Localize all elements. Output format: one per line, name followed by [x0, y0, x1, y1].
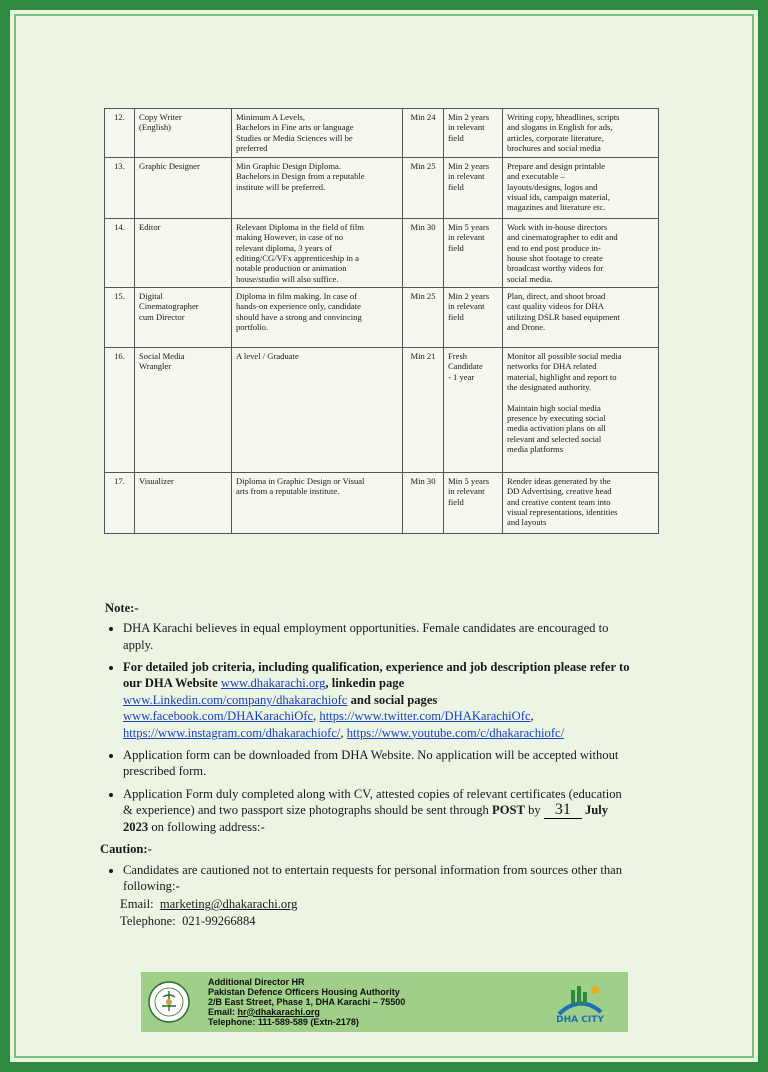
job-age: Min 25: [403, 158, 444, 219]
job-qualification: Diploma in Graphic Design or Visual arts from a reputable institute.: [232, 473, 403, 534]
job-number: 15.: [105, 288, 135, 348]
note-item-2-mid: , linkedin page: [325, 676, 405, 691]
footer-line-3: 2/B East Street, Phase 1, DHA Karachi – 75500: [208, 996, 406, 1007]
footer-line-5: Telephone: 111-589-589 (Extn-2178): [208, 1016, 359, 1027]
dha-city-logo: [551, 978, 609, 1026]
deadline-day: 31: [544, 802, 582, 819]
caution-list: [100, 862, 630, 895]
note-item-2-social: and social pages: [350, 692, 438, 707]
caution-email-line: [120, 896, 630, 912]
footer-address-box: [141, 972, 628, 1032]
job-experience: Min 5 years in relevant field: [444, 219, 503, 288]
job-duties: Prepare and design printable and executable – layouts/designs, logos and visual ids, campaign material, magazines and literature etc.: [503, 158, 659, 219]
dha-city-logo-text: DHA CITY: [556, 1015, 604, 1025]
twitter-link[interactable]: https://www.twitter.com/DHAKarachiOfc: [319, 709, 531, 724]
job-age: Min 24: [403, 109, 444, 158]
dha-seal-icon: [147, 980, 191, 1024]
table-row: [105, 288, 659, 348]
job-experience: Min 5 years in relevant field: [444, 473, 503, 534]
note-item-1: • DHA Karachi believes in equal employment opportunities. Female candidates are encouraged to apply.: [123, 620, 630, 653]
caution-title: Caution:-: [100, 842, 152, 857]
caution-phone-label: Telephone:: [120, 913, 176, 928]
job-duties: Plan, direct, and shoot broad cast quality videos for DHA utilizing DSLR based equipment and Drone.: [503, 288, 659, 348]
job-number: 14.: [105, 219, 135, 288]
table-row: [105, 158, 659, 219]
note-item-2: • For detailed job criteria, including qualification, experience and job description please refer to our DHA Website www.dhakarachi.org, linkedin page www.Linkedin.com/company/dhakarachiofc and social pages www.facebook.com/DHAKarachiOfc, https://www.twitter.com/DHAKarachiOfc, https://www.instagram.com/dhakarachiofc/, https://www.youtube.com/c/dhakarachiofc/: [123, 659, 630, 741]
youtube-link[interactable]: https://www.youtube.com/c/dhakarachiofc/: [346, 725, 565, 740]
footer-line-1: Additional Director HR: [208, 977, 305, 987]
jobs-table: [104, 108, 659, 534]
table-row: [105, 219, 659, 288]
note-item-4: [123, 786, 630, 836]
footer-email-label: Email:: [208, 1006, 236, 1017]
job-number: 13.: [105, 158, 135, 219]
job-qualification: A level / Graduate: [232, 348, 403, 473]
instagram-link[interactable]: https://www.instagram.com/dhakarachiofc/: [123, 725, 341, 740]
note-item-4-post: POST: [492, 802, 525, 817]
job-duties: Work with in-house directors and cinematographer to edit and end to end post produce in- house shot footage to create broadcast worthy videos for social media.: [503, 219, 659, 288]
job-age: Min 30: [403, 473, 444, 534]
table-row: [105, 473, 659, 534]
job-title: Social Media Wrangler: [135, 348, 232, 473]
job-number: 17.: [105, 473, 135, 534]
dha-website-link[interactable]: www.dhakarachi.org: [220, 676, 326, 691]
note-item-4-by: by: [528, 802, 541, 817]
notes-section: [100, 600, 630, 929]
job-title: Visualizer: [135, 473, 232, 534]
job-qualification: Diploma in film making. In case of hands-on experience only, candidate should have a strong and convincing portfolio.: [232, 288, 403, 348]
table-row: [105, 348, 659, 473]
caution-phone-line: [120, 913, 630, 929]
job-experience: Min 2 years in relevant field: [444, 109, 503, 158]
job-age: Min 21: [403, 348, 444, 473]
job-age: Min 30: [403, 219, 444, 288]
table-row: [105, 109, 659, 158]
linkedin-link[interactable]: www.Linkedin.com/company/dhakarachiofc: [123, 692, 348, 707]
job-title: Copy Writer (English): [135, 109, 232, 158]
facebook-link[interactable]: www.facebook.com/DHAKarachiOfc: [123, 709, 314, 724]
job-duties: Render ideas generated by the DD Advertising, creative head and creative content team into visual representations, identities and layouts: [503, 473, 659, 534]
caution-email-label: Email:: [120, 897, 154, 912]
job-experience: Min 2 years in relevant field: [444, 288, 503, 348]
note-item-2-text: For detailed job criteria, including qualification, experience and job description please refer to our DHA Website: [123, 660, 630, 691]
job-age: Min 25: [403, 288, 444, 348]
note-title: Note:-: [105, 601, 139, 615]
note-list: [100, 620, 630, 835]
job-experience: Fresh Candidate - 1 year: [444, 348, 503, 473]
job-title: Digital Cinematographer cum Director: [135, 288, 232, 348]
job-title: Editor: [135, 219, 232, 288]
note-item-4-end: on following address:-: [151, 819, 265, 834]
caution-item-1: • Candidates are cautioned not to entertain requests for personal information from sources other than following:-: [123, 862, 630, 895]
job-qualification: Min Graphic Design Diploma. Bachelors in Design from a reputable institute will be preferred.: [232, 158, 403, 219]
job-duties: Monitor all possible social media networks for DHA related material, highlight and report to the designated authority. Maintain high social media presence by executing social media activation plans on all relevant and selected social media platforms: [503, 348, 659, 473]
job-title: Graphic Designer: [135, 158, 232, 219]
job-qualification: Relevant Diploma in the field of film making However, in case of no relevant diploma, 3 years of editing/CG/VFx apprenticeship in a notable production or animation house/studio will also suffice.: [232, 219, 403, 288]
job-duties: Writing copy, hheadlines, scripts and slogans in English for ads, articles, corporate literature, brochures and social media: [503, 109, 659, 158]
job-number: 12.: [105, 109, 135, 158]
note-item-3: • Application form can be downloaded from DHA Website. No application will be accepted without prescribed form.: [123, 747, 630, 780]
caution-phone: 021-99266884: [182, 913, 256, 928]
footer-line-2: Pakistan Defence Officers Housing Authority: [208, 986, 400, 997]
job-number: 16.: [105, 348, 135, 473]
note-item-4-text: Application Form duly completed along with CV, attested copies of relevant certificates (education & experience) and two passport size photographs should be sent through: [123, 786, 622, 817]
job-experience: Min 2 years in relevant field: [444, 158, 503, 219]
deadline-month: July 2023: [123, 802, 609, 834]
footer-text: [208, 978, 405, 1027]
footer-email[interactable]: hr@dhakarachi.org: [237, 1006, 320, 1017]
job-qualification: Minimum A Levels, Bachelors in Fine arts or language Studies or Media Sciences will be preferred: [232, 109, 403, 158]
caution-email[interactable]: marketing@dhakarachi.org: [159, 897, 298, 912]
